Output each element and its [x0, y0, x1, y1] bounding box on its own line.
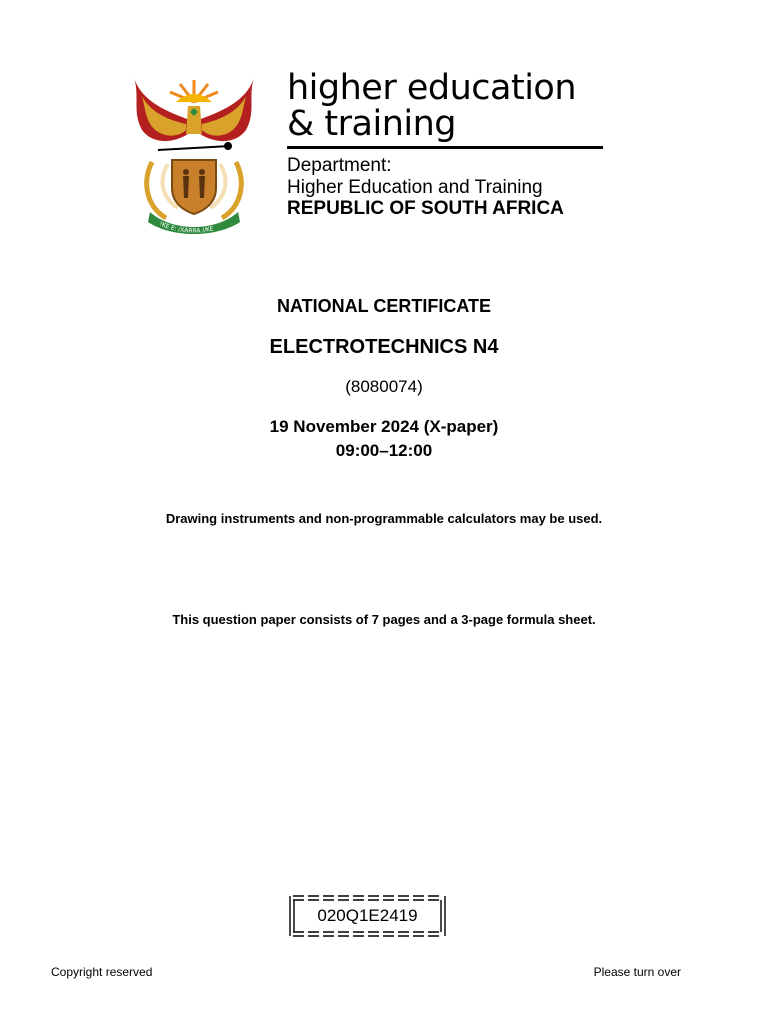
copyright-notice: Copyright reserved	[51, 965, 153, 979]
paper-code: 020Q1E2419	[317, 906, 418, 925]
brand-title-line1: higher education	[287, 68, 577, 108]
brand-divider	[287, 146, 603, 149]
crest-motto: !KE E: /XARRA //KE	[158, 220, 215, 234]
subject-title: ELECTROTECHNICS N4	[269, 336, 499, 358]
coat-of-arms-logo	[128, 72, 260, 234]
paper-code-box	[287, 893, 448, 939]
instruments-note: Drawing instruments and non-programmable calculators may be used.	[165, 511, 603, 526]
certificate-title: NATIONAL CERTIFICATE	[277, 296, 491, 316]
exam-date: 19 November 2024 (X-paper)	[269, 417, 499, 436]
page-count-note: This question paper consists of 7 pages and a 3-page formula sheet.	[172, 612, 596, 627]
subject-code: (8080074)	[345, 377, 423, 396]
brand-title-line2: & training	[287, 104, 457, 144]
exam-time: 09:00–12:00	[335, 441, 433, 460]
shield	[172, 160, 216, 214]
country-name: REPUBLIC OF SOUTH AFRICA	[287, 198, 564, 219]
department-name: Higher Education and Training	[287, 177, 543, 198]
turn-over-notice: Please turn over	[593, 965, 681, 979]
department-label: Department:	[287, 155, 392, 176]
